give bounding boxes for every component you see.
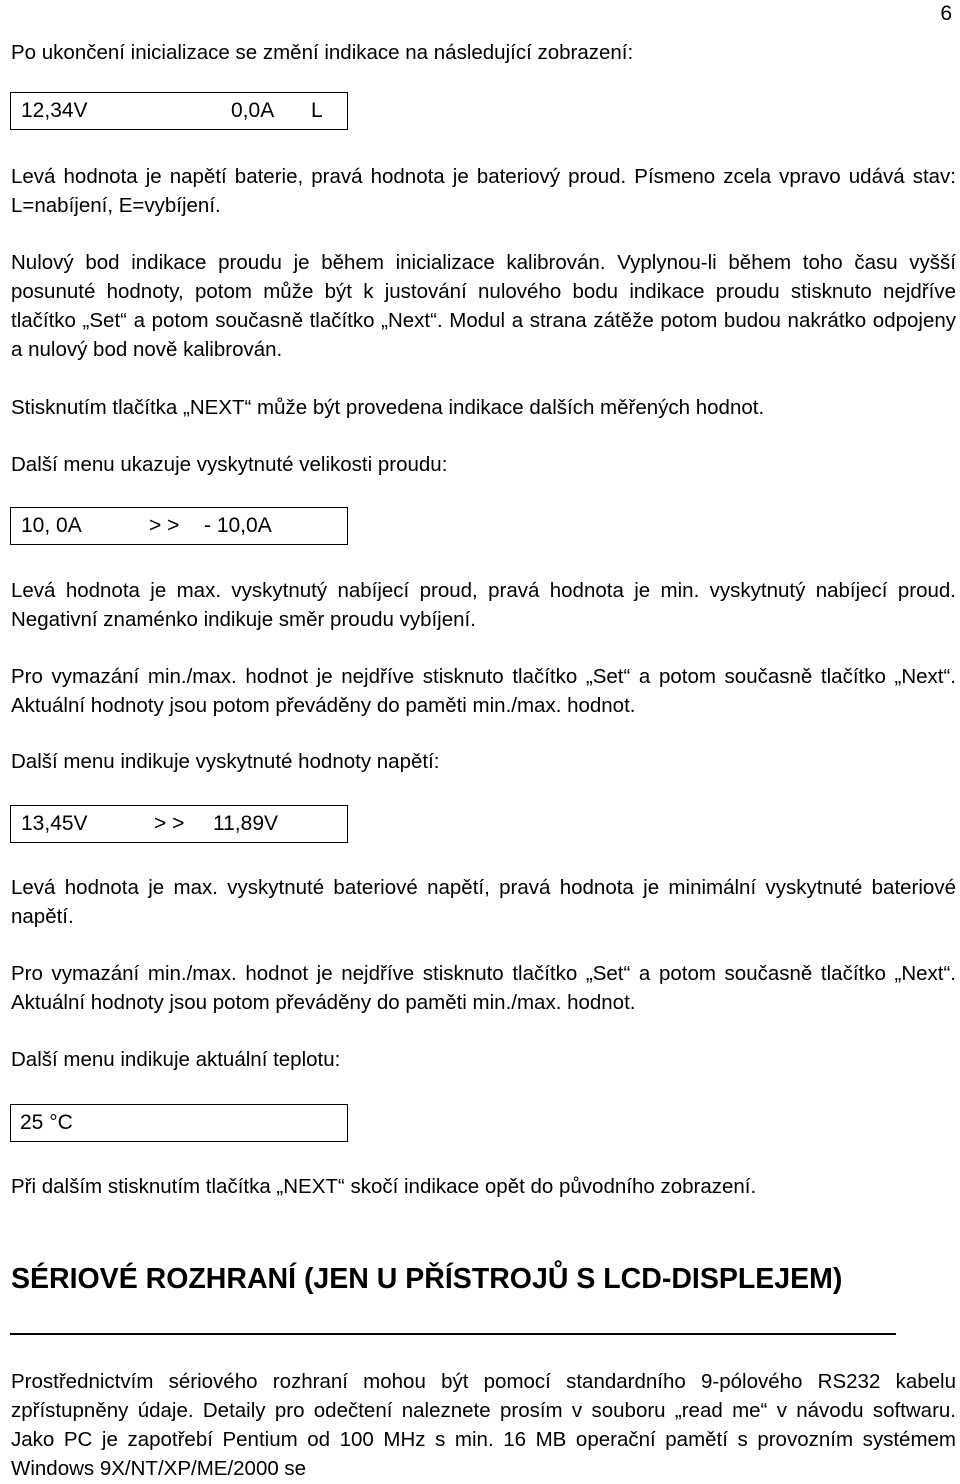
lcd-voltage-arrow: > > — [154, 812, 185, 835]
lcd-current-min: - 10,0A — [204, 514, 272, 537]
paragraph-zero-calibration: Nulový bod indikace proudu je během inicializace kalibrován. Vyplynou-li během toho času vyšší posunuté hodnoty, potom může být k justování nulového bodu indikace proudu stisknuto nejdříve tlačítko „Set“ a potom současně tlačítko „Next“. Modul a strana zátěže potom budou nakrátko odpojeny a nulový bod nově kalibrován. — [11, 251, 956, 361]
paragraph-next-button: Stisknutím tlačítka „NEXT“ může být provedena indikace dalších měřených hodnot. — [11, 396, 765, 419]
paragraph-temperature-menu: Další menu indikuje aktuální teplotu: — [11, 1048, 341, 1071]
lcd-current: 0,0A — [231, 99, 275, 122]
intro-paragraph: Po ukončení inicializace se změní indikace na následující zobrazení: — [11, 41, 634, 64]
paragraph-current-reset: Pro vymazání min./max. hodnot je nejdříve stisknuto tlačítko „Set“ a potom současně tlačítko „Next“. Aktuální hodnoty jsou potom převáděny do paměti min./max. hodnot. — [11, 665, 956, 717]
lcd-voltage-max: 13,45V — [21, 812, 88, 835]
paragraph-current-menu: Další menu ukazuje vyskytnuté velikosti proudu: — [11, 453, 448, 476]
lcd-current-max: 10, 0A — [21, 514, 82, 537]
lcd-display-voltage — [10, 805, 348, 843]
paragraph-return-display: Při dalším stisknutím tlačítka „NEXT“ skočí indikace opět do původního zobrazení. — [11, 1175, 757, 1198]
paragraph-battery-values: Levá hodnota je napětí baterie, pravá hodnota je bateriový proud. Písmeno zcela vpravo udává stav: L=nabíjení, E=vybíjení. — [11, 165, 956, 217]
lcd-display-battery — [10, 92, 348, 130]
lcd-voltage: 12,34V — [21, 99, 88, 122]
lcd-voltage-min: 11,89V — [213, 812, 278, 835]
lcd-display-temperature — [10, 1104, 348, 1142]
heading-underline — [10, 1333, 896, 1335]
lcd-display-current — [10, 507, 348, 545]
paragraph-voltage-menu: Další menu indikuje vyskytnuté hodnoty napětí: — [11, 750, 440, 773]
paragraph-current-explanation: Levá hodnota je max. vyskytnutý nabíjecí proud, pravá hodnota je min. vyskytnutý nabíjecí proud. Negativní znaménko indikuje směr proudu vybíjení. — [11, 579, 956, 631]
lcd-state: L — [311, 99, 323, 122]
paragraph-voltage-explanation: Levá hodnota je max. vyskytnuté bateriové napětí, pravá hodnota je minimální vyskytnuté bateriové napětí. — [11, 876, 956, 928]
paragraph-voltage-reset: Pro vymazání min./max. hodnot je nejdříve stisknuto tlačítko „Set“ a potom současně tlačítko „Next“. Aktuální hodnoty jsou potom převáděny do paměti min./max. hodnot. — [11, 962, 956, 1014]
page-number: 6 — [940, 2, 952, 25]
section-heading-serial-interface: SÉRIOVÉ ROZHRANÍ (JEN U PŘÍSTROJŮ S LCD-DISPLEJEM) — [11, 1263, 843, 1295]
lcd-current-arrow: > > — [149, 514, 180, 537]
paragraph-serial-interface: Prostřednictvím sériového rozhraní mohou být pomocí standardního 9-pólového RS232 kabelu zpřístupněny údaje. Detaily pro odečtení naleznete prosím v souboru „read me“ v návodu softwaru. Jako PC je zapotřebí Pentium od 100 MHz s min. 16 MB operační pamětí s provozním systémem Windows 9X/NT/XP/ME/2000 se — [11, 1370, 956, 1480]
lcd-temperature: 25 °C — [20, 1111, 73, 1134]
